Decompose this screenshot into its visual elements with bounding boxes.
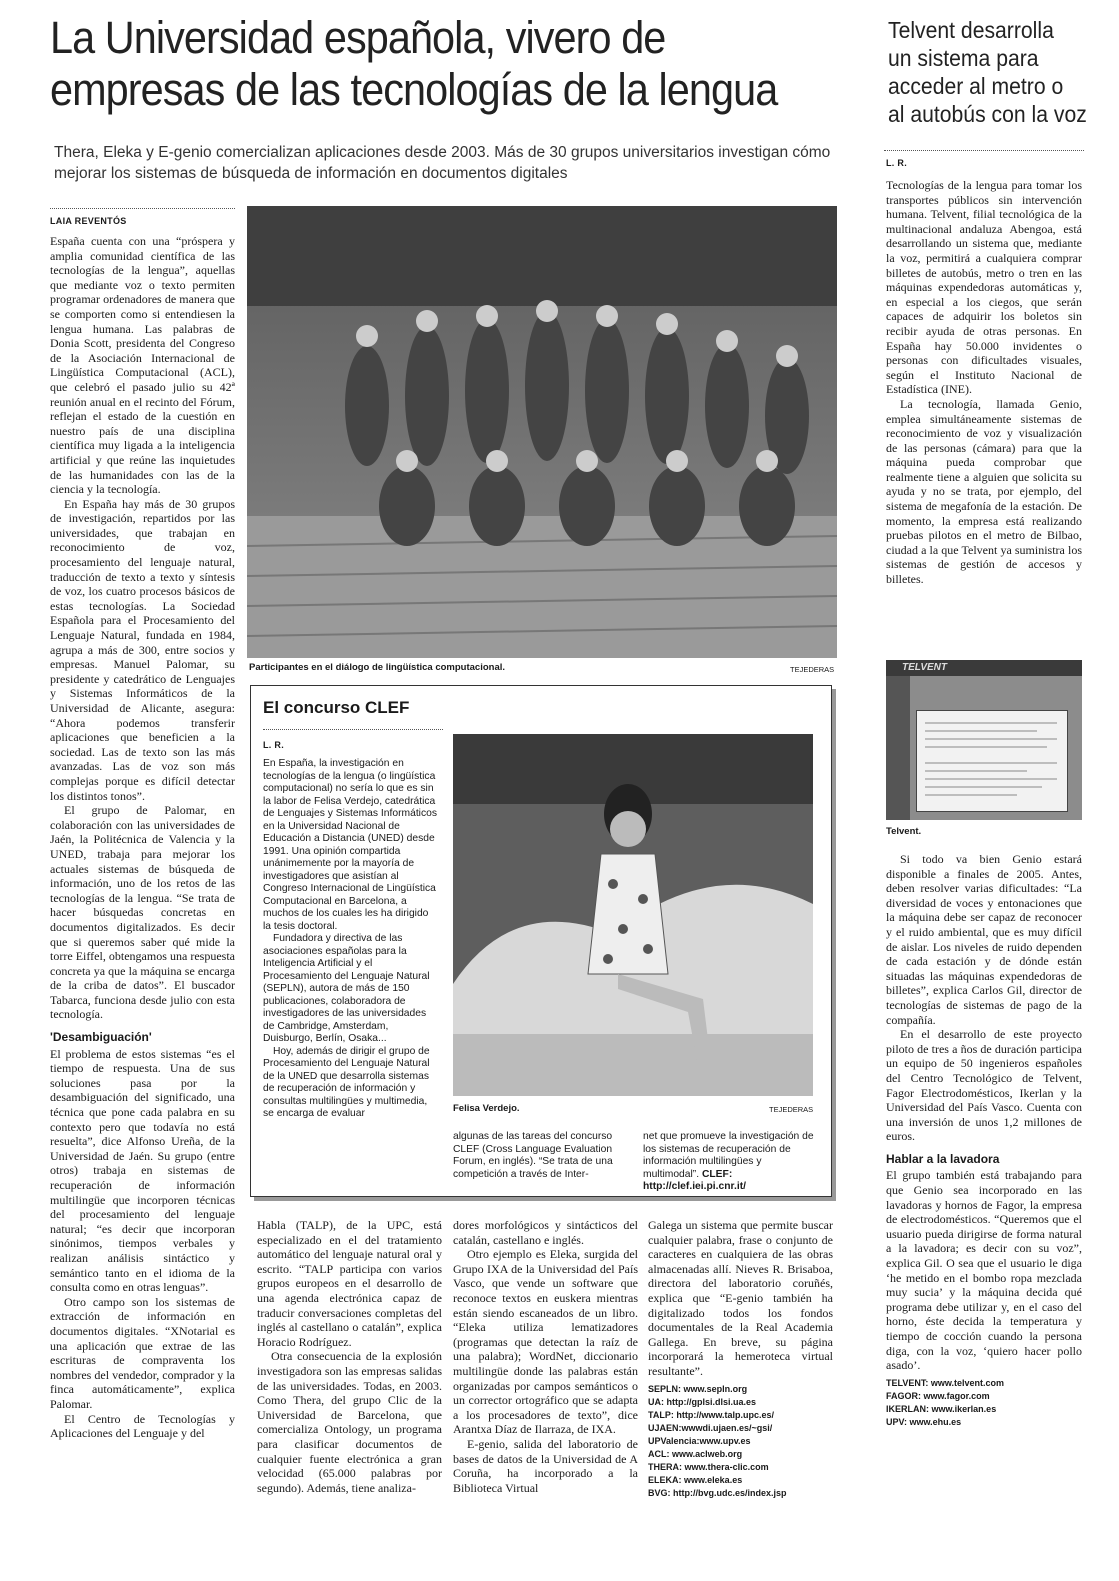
- main-column-1: [50, 234, 235, 1441]
- main-paragraph: El problema de estos sistemas “es el tiempo de respuesta. Una de sus soluciones pasa por la desambiguación del significado, una técnica que pone cada palabra en su contexto pero que todavía no está resuelta”, dice Alfonso Ureña, de la Universidad de Jaén. Su grupo (entre otros) trabaja en sistemas de recuperación de información multilingüe que incorporen técnicas del procesamiento del lenguaje natural; “es decir que incorporan sinónimos, tiempos verbales y realizan análisis sintáctico y semántico tanto en el idioma de la consulta como en otras lenguas”.: [50, 1046, 235, 1295]
- main-paragraph: Otra consecuencia de la explosión investigadora son las empresas salidas de las universidades. Todas, en 2003. Como Thera, del grupo Clic de la Universidad de Barcelona, que comercializa Ontology, un programa para clasificar documentos de cualquier fuente electrónica a gran velocidad (65.000 palabras por segundo). Además, tiene analiza-: [257, 1349, 442, 1495]
- right-column-bottom: [886, 852, 1082, 1429]
- main-headline: [50, 12, 804, 116]
- right-headline-line: un sistema para: [888, 45, 1039, 71]
- link-sepln[interactable]: SEPLN: www.sepln.org: [648, 1383, 748, 1394]
- link-thera[interactable]: THERA: www.thera-clic.com: [648, 1461, 769, 1472]
- group-photo-caption: Participantes en el diálogo de lingüística computacional.: [249, 662, 506, 673]
- main-column-4: [648, 1218, 833, 1500]
- telvent-logo: TELVENT: [902, 662, 948, 673]
- main-deck: Thera, Eleka y E-genio comercializan aplicaciones desde 2003. Más de 30 grupos universitarios investigan cómo mejorar los sistemas de búsqueda de información en documentos digitales: [54, 144, 831, 182]
- subhead-desambiguacion: 'Desambiguación': [50, 1030, 152, 1045]
- clef-column-1: [263, 758, 438, 1121]
- main-paragraph: Galega un sistema que permite buscar cualquier palabra, frase o conjunto de caracteres en cualquiera de las obras almacenadas allí. Nieves R. Brisaboa, directora del laboratorio coruñés, explica que “E-genio también ha digitalizado todos los fondos documentales de la Real Academia Gallega. En breve, su página incorporará la hemeroteca virtual resultante”.: [648, 1218, 833, 1378]
- main-column-2: [257, 1218, 442, 1495]
- clef-link[interactable]: CLEF: http://clef.iei.pi.cnr.it/: [643, 1168, 746, 1192]
- clef-byline: L. R.: [263, 740, 284, 750]
- right-paragraph: El grupo también está trabajando para que Genio sea incorporado en las lavadoras y hornos de Fagor, la empresa de electrodomésticos. “Queremos que el usuario pueda dirigirse de forma natural a la lavadora; es decir con su voz”, explica Gil. O sea que el usuario le diga ‘he metido en el bombo ropa mezclada muy sucia’ y la máquina decida qué programa debe utilizar y, en el caso del horno, éste decida la temperatura y tiempo de cocción cuando la persona diga, con la voz, ‘quiero hacer pollo asado’.: [886, 1168, 1082, 1373]
- main-paragraph: El grupo de Palomar, en colaboración con las universidades de Jaén, la Politécnica de Valencia y la UNED, trabaja para mejorar los actuales sistemas de búsqueda de información, uno de los retos de las tecnologías de la lengua. “Se trata de hacer búsquedas concretas en documentos digitalizados. Es decir que si queremos saber qué mide la torre Eiffel, obtengamos una respuesta concreta ya que la máquina se encarga de la criba de datos”. El buscador Tabarca, funciona desde julio con esta tecnología.: [50, 803, 235, 1022]
- link-ua[interactable]: UA: http://gplsi.dlsi.ua.es: [648, 1396, 757, 1407]
- link-telvent[interactable]: TELVENT: www.telvent.com: [886, 1377, 1005, 1388]
- main-links: [648, 1383, 833, 1500]
- clef-column-3-text: net que promueve la investigación de los sistemas de recuperación de información multilingües y multimodal”.: [643, 1131, 814, 1180]
- felisa-photo: [453, 734, 813, 1096]
- right-links: [886, 1377, 1082, 1429]
- main-paragraph: dores morfológicos y sintácticos del catalán, castellano e inglés.: [453, 1218, 638, 1247]
- link-ujaen[interactable]: UJAEN:wwwdi.ujaen.es/~gsi/: [648, 1422, 773, 1433]
- right-headline-line: al autobús con la voz: [888, 101, 1087, 127]
- group-photo-image: [247, 206, 837, 658]
- right-headline-rule: [884, 150, 1084, 151]
- deck-rule: [50, 208, 235, 209]
- main-paragraph: Habla (TALP), de la UPC, está especializado en el del tratamiento automático del lenguaje natural oral y escrito. “TALP participa con varios grupos europeos en el desarrollo de una agenda electrónica capaz de traducir conversaciones completas del inglés al castellano o catalán”, explica Horacio Rodríguez.: [257, 1218, 442, 1349]
- link-upv[interactable]: UPV: www.ehu.es: [886, 1416, 962, 1427]
- clef-column-2: algunas de las tareas del concurso CLEF (Cross Language Evaluation Forum, en inglés). “Se trata de una competición a través de Inter-: [453, 1131, 613, 1180]
- clef-title: El concurso CLEF: [263, 698, 410, 717]
- link-fagor[interactable]: FAGOR: www.fagor.com: [886, 1390, 990, 1401]
- main-paragraph: Otro campo son los sistemas de extracción de información en documentos digitales. “XNotarial es una aplicación que extrae de las escrituras de compraventa los nombres del vendedor, comprador y la finca automáticamente”, explica Palomar.: [50, 1294, 235, 1411]
- link-eleka[interactable]: ELEKA: www.eleka.es: [648, 1474, 743, 1485]
- subhead-lavadora: Hablar a la lavadora: [886, 1151, 1000, 1166]
- headline-line-1: La Universidad española, vivero de: [50, 12, 666, 63]
- main-column-3: [453, 1218, 638, 1495]
- clef-box: [250, 685, 832, 1197]
- right-column-top: [886, 178, 1082, 587]
- main-paragraph: E-genio, salida del laboratorio de bases de datos de la Universidad de A Coruña, ha incorporado a la Biblioteca Virtual: [453, 1436, 638, 1495]
- clef-paragraph: Hoy, además de dirigir el grupo de Procesamiento del Lenguaje Natural de la UNED que desarrolla sistemas de recuperación de información y consultas multilingües y multimedia, se encarga de evaluar: [263, 1045, 430, 1119]
- telvent-screenshot: [886, 660, 1082, 820]
- right-headline-line: Telvent desarrolla: [888, 17, 1054, 43]
- right-paragraph: En el desarrollo de este proyecto piloto de tres a ños de duración participa un equipo de 50 ingenieros españoles del Centro Tecnológico de Telvent, Fagor Electrodomésticos, Ikerlan y la Universidad del País Vasco. Cuenta con una inversión de unos 1,2 millones de euros.: [886, 1027, 1082, 1144]
- clef-column-3: [643, 1131, 818, 1194]
- main-paragraph: En España hay más de 30 grupos de investigación, repartidos por las universidades, que trabajan en reconocimiento de voz, procesamiento del lenguaje natural, traducción de texto a texto y síntesis de voz, los cuatro procesos básicos de estas tecnologías. La Sociedad Española para el Procesamiento del Lenguaje Natural, fundada en 1984, agrupa a más de 300, entre socios y empresas. Manuel Palomar, su presidente y catedrático de Lenguajes y Sistemas Informáticos de la Universidad de Alicante, asegura: “Ahora podemos transferir aplicaciones que beneficien a la sociedad. Las de texto son las más avanzadas. Las de voz son más complejas porque es difícil detectar los distintos tonos”.: [50, 496, 235, 803]
- right-headline: [888, 16, 1090, 128]
- main-paragraph: España cuenta con una “próspera y amplia comunidad científica de las tecnologías de la lengua”, aquellas que mediante voz o texto permiten programar ordenadores de manera que se comporten como si entendiesen la lengua humana. Las palabras de Donia Scott, presidenta del Congreso de la Asociación Internacional de Lingüística Computacional (ACL), que celebró el pasado julio su 42ª reunión anual en el recinto del Fórum, reflejan el estado de la cuestión en nuestro país de una disciplina científica muy ligada a la inteligencia artificial y que reúne las inquietudes de las humanidades con las de la ciencia y la tecnología.: [50, 234, 235, 497]
- telvent-screenshot-panel: [916, 710, 1068, 812]
- right-paragraph: La tecnología, llamada Genio, emplea simultáneamente sistemas de reconocimiento de voz y visualización de las personas (cámara) para que la máquina pueda comprobar que realmente tiene a alguien que solicita su ayuda y no se trata, por ejemplo, del sistema de megafonía de la estación. De momento, la empresa está realizando pruebas pilotos en el metro de Bilbao, ciudad a la que Telvent ya suministra los sistemas de gestión de accesos y billetes.: [886, 396, 1082, 587]
- main-byline: LAIA REVENTÓS: [50, 216, 127, 226]
- clef-paragraph: Fundadora y directiva de las asociaciones españolas para la Inteligencia Artificial y el Procesamiento del Lenguaje Natural (SEPLN), autora de más de 150 publicaciones, colaboradora de investigadores de las universidades de Cambridge, Amsterdam, Duisburgo, Berlín, Osaka...: [263, 933, 430, 1044]
- group-photo-credit: TEJEDERAS: [790, 665, 835, 674]
- main-paragraph: Otro ejemplo es Eleka, surgida del Grupo IXA de la Universidad del País Vasco, que vende un software que reconoce textos en euskera mientras están siendo escaneados de un libro. “Eleka utiliza lematizadores (programas que detectan la raíz de una palabra); WordNet, diccionario multilingüe donde las palabras están organizadas por campos semánticos o un corrector ortográfico que se adapta a los procesadores de texto”, dice Arantxa Díaz de Ilarraza, de IXA.: [453, 1247, 638, 1437]
- right-headline-line: acceder al metro o: [888, 73, 1064, 99]
- felisa-photo-caption: Felisa Verdejo.: [453, 1103, 520, 1114]
- group-photo: [247, 206, 837, 658]
- link-ikerlan[interactable]: IKERLAN: www.ikerlan.es: [886, 1403, 997, 1414]
- felisa-photo-image: [453, 734, 813, 1096]
- telvent-caption: Telvent.: [886, 826, 922, 837]
- right-byline: L. R.: [886, 158, 907, 168]
- telvent-screenshot-lines: [917, 711, 1067, 811]
- telvent-screenshot-side: [886, 676, 910, 820]
- right-paragraph: Si todo va bien Genio estará disponible a finales de 2005. Antes, deben resolver varias dificultades: “La diversidad de voces y entonaciones que la máquina debe ser capaz de reconocer y el ruido ambiental, que es muy difícil de aislar. Los niveles de ruido dependen de cada estación y de dónde están situadas las máquinas expendedoras de billetes”, explica Carlos Gil, director de tecnologías de sistemas de pago de la compañía.: [886, 852, 1082, 1027]
- link-upvalencia[interactable]: UPValencia:www.upv.es: [648, 1435, 751, 1446]
- felisa-photo-credit: TEJEDERAS: [769, 1105, 814, 1114]
- clef-rule: [263, 729, 443, 730]
- link-talp[interactable]: TALP: http://www.talp.upc.es/: [648, 1409, 774, 1420]
- right-paragraph: Tecnologías de la lengua para tomar los transportes públicos sin intervención humana. Telvent, filial tecnológica de la multinacional andaluza Abengoa, está desarrollando un sistema que, mediante la voz, permitirá a cualquiera comprar billetes de autobús, metro o tren en las máquinas expendedoras automáticas y, en especial a los ciegos, que serán capaces de adquirir los boletos sin recibir ayuda de otras personas. En España hay 50.000 invidentes o personas con dificultades visuales, según el Instituto Nacional de Estadística (INE).: [886, 178, 1082, 397]
- headline-line-2: empresas de las tecnologías de la lengua: [50, 64, 778, 115]
- clef-paragraph: En España, la investigación en tecnologías de la lengua (o lingüística computacional) no sería lo que es sin la labor de Felisa Verdejo, catedrática de Lenguajes y Sistemas Informáticos en la Universidad Nacional de Educación a Distancia (UNED) desde 1991. Una opinión compartida unánimemente por la mayoría de investigadores que asistían al Congreso Internacional de Lingüística Computacional en Barcelona, a muchos de los cuales les ha dirigido la tesis doctoral.: [263, 758, 437, 932]
- main-paragraph: El Centro de Tecnologías y Aplicaciones del Lenguaje y del: [50, 1411, 235, 1441]
- link-acl[interactable]: ACL: www.aclweb.org: [648, 1448, 743, 1459]
- link-bvg[interactable]: BVG: http://bvg.udc.es/index.jsp: [648, 1487, 787, 1498]
